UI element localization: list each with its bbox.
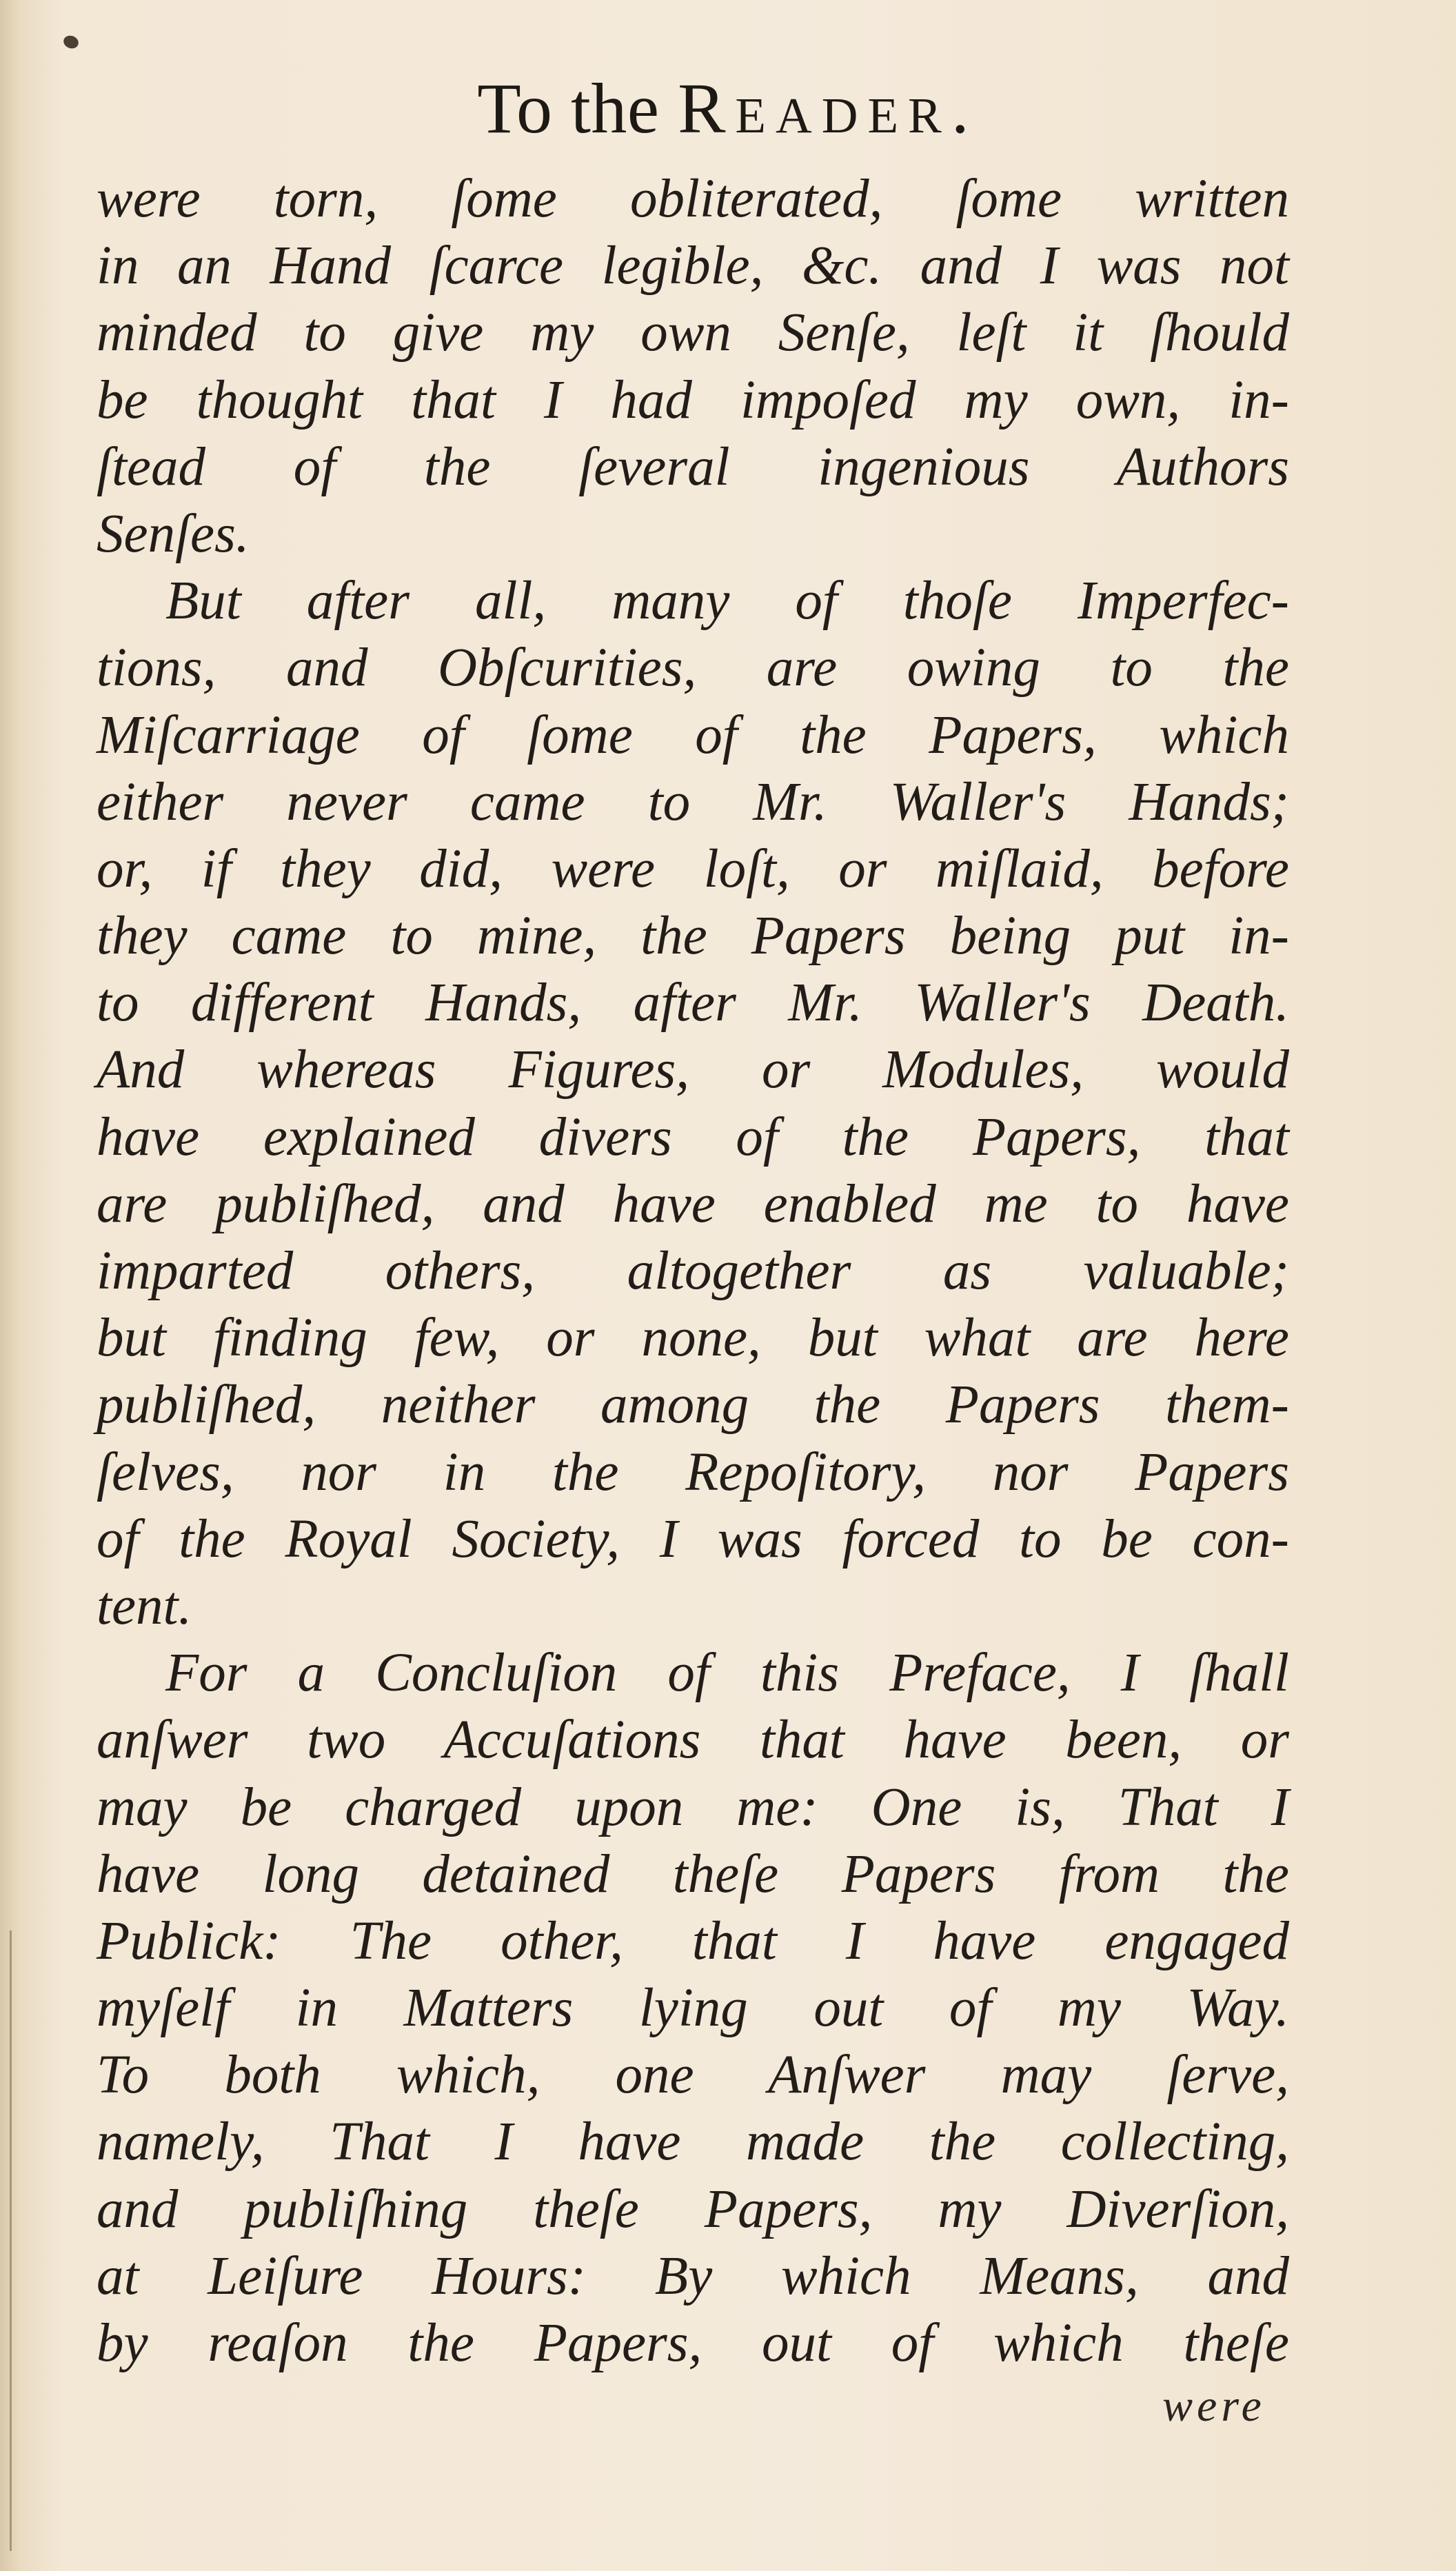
- text-line: namely, That I have made the collecting,: [97, 2112, 1289, 2172]
- text-line: or, if they did, were loſt, or miſlaid, before: [97, 838, 1289, 899]
- text-line: may be charged upon me: One is, That I: [97, 1777, 1289, 1837]
- text-line: by reaſon the Papers, out of which theſe: [97, 2313, 1289, 2373]
- text-line: ſtead of the ſeveral ingenious Authors: [97, 436, 1289, 497]
- text-line: publiſhed, neither among the Papers them-: [97, 1375, 1289, 1435]
- text-line: were torn, ſome obliterated, ſome written: [97, 169, 1289, 229]
- body-text: [97, 165, 1289, 2377]
- text-line: And whereas Figures, or Modules, would: [97, 1040, 1289, 1100]
- text-line: of the Royal Society, I was forced to be con-: [97, 1509, 1289, 1569]
- text-line: at Leiſure Hours: By which Means, and: [97, 2246, 1289, 2306]
- text-line: ſelves, nor in the Repoſitory, nor Papers: [97, 1442, 1289, 1502]
- text-line: anſwer two Accuſations that have been, or: [97, 1710, 1289, 1771]
- text-line: be thought that I had impoſed my own, in-: [97, 370, 1289, 430]
- text-line: have long detained theſe Papers from the: [97, 1844, 1289, 1904]
- catchword: were: [1162, 2381, 1266, 2431]
- text-line: To both which, one Anſwer may ſerve,: [97, 2045, 1289, 2106]
- text-line: to different Hands, after Mr. Waller's Death.: [97, 973, 1289, 1034]
- text-line: tent.: [97, 1575, 192, 1636]
- running-head-prefix: To the: [477, 69, 678, 148]
- text-line: are publiſhed, and have enabled me to have: [97, 1173, 1289, 1234]
- text-line: in an Hand ſcarce legible, &c. and I was not: [97, 236, 1289, 296]
- running-head: [0, 68, 1456, 150]
- text-line: myſelf in Matters lying out of my Way.: [97, 1978, 1289, 2039]
- text-line: tions, and Obſcurities, are owing to the: [97, 638, 1289, 698]
- text-line: For a Concluſion of this Preface, I ſhall: [165, 1643, 1289, 1704]
- ink-speck: [62, 34, 81, 50]
- text-line: But after all, many of thoſe Imperfec-: [165, 571, 1289, 632]
- text-line: Publick: The other, that I have engaged: [97, 1910, 1289, 1971]
- text-line: have explained divers of the Papers, that: [97, 1107, 1289, 1167]
- text-line: Senſes.: [97, 503, 250, 564]
- running-head-name: Reader.: [678, 69, 979, 148]
- text-line: and publiſhing theſe Papers, my Diverſion,: [97, 2179, 1289, 2239]
- text-line: either never came to Mr. Waller's Hands;: [97, 772, 1289, 832]
- text-line: minded to give my own Senſe, leſt it ſhould: [97, 303, 1289, 363]
- text-line: they came to mine, the Papers being put in-: [97, 906, 1289, 967]
- text-line: but finding few, or none, but what are here: [97, 1308, 1289, 1369]
- text-line: imparted others, altogether as valuable;: [97, 1241, 1289, 1301]
- page-edge-shadow: [10, 1930, 12, 2551]
- text-line: Miſcarriage of ſome of the Papers, which: [97, 705, 1289, 765]
